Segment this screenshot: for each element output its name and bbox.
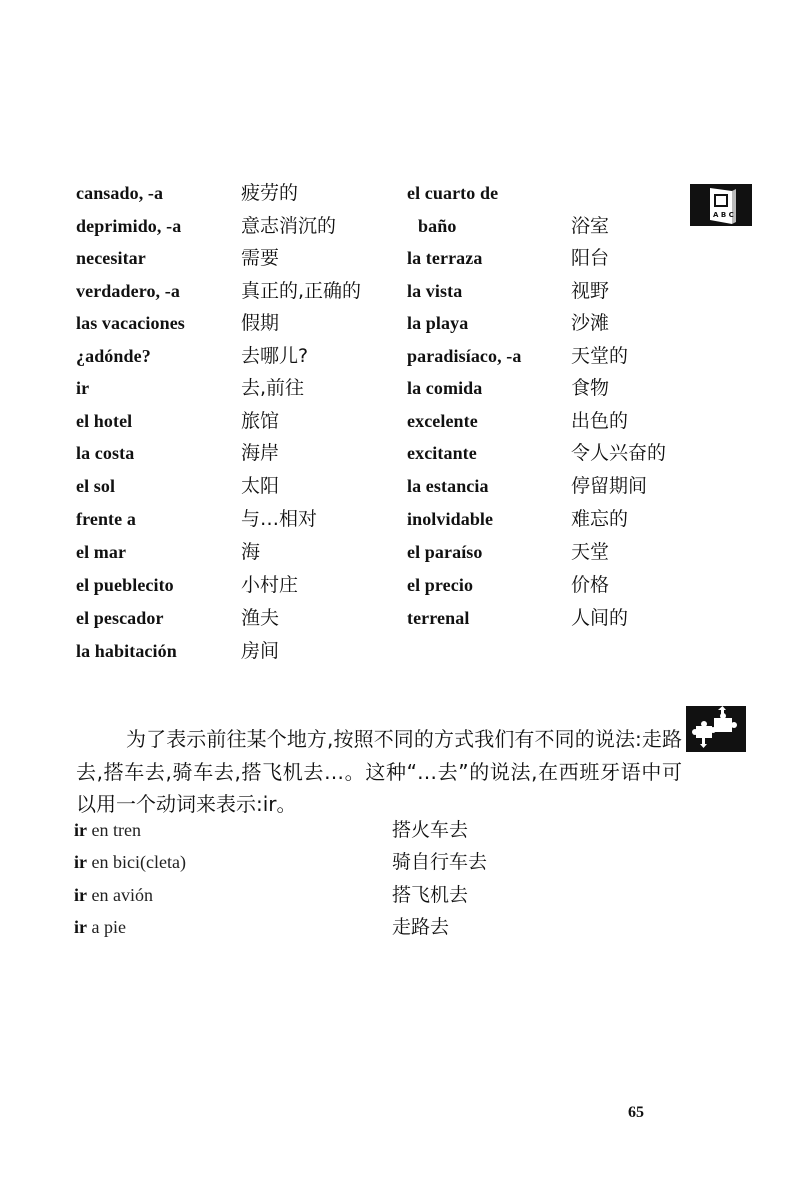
verb: ir — [74, 885, 87, 905]
chinese-phrase: 走路去 — [392, 916, 450, 938]
spanish-term: la playa — [407, 313, 469, 333]
spanish-term: la comida — [407, 378, 483, 398]
spanish-term: el hotel — [76, 411, 133, 431]
chinese-phrase: 搭飞机去 — [392, 884, 469, 906]
chinese-meaning: 需要 — [241, 247, 280, 269]
chinese-meaning: 真正的,正确的 — [241, 280, 362, 302]
spanish-term: la habitación — [76, 641, 177, 661]
chinese-meaning: 难忘的 — [571, 508, 629, 530]
chinese-meaning: 阳台 — [571, 247, 610, 269]
chinese-phrase: 骑自行车去 — [392, 851, 488, 873]
chinese-meaning: 疲劳的 — [241, 182, 299, 204]
chinese-meaning: 意志消沉的 — [241, 215, 337, 237]
phrase-rest: a pie — [87, 917, 126, 937]
spanish-term: verdadero, -a — [76, 281, 180, 301]
chinese-meaning: 海岸 — [241, 442, 280, 464]
spanish-phrase — [74, 912, 126, 942]
chinese-meaning: 停留期间 — [571, 475, 648, 497]
verb: ir — [74, 820, 87, 840]
chinese-meaning: 太阳 — [241, 475, 280, 497]
spanish-term: excelente — [407, 411, 478, 431]
spanish-term: la costa — [76, 443, 135, 463]
chinese-meaning: 去哪儿? — [241, 345, 309, 367]
spanish-term: paradisíaco, -a — [407, 346, 522, 366]
chinese-phrase: 搭火车去 — [392, 819, 469, 841]
spanish-term: el mar — [76, 542, 127, 562]
spanish-term: la vista — [407, 281, 463, 301]
spanish-term: baño — [418, 216, 457, 236]
chinese-meaning: 去,前往 — [241, 377, 305, 399]
spanish-term: el sol — [76, 476, 116, 496]
verb: ir — [74, 917, 87, 937]
spanish-term: necesitar — [76, 248, 146, 268]
verb: ir — [74, 852, 87, 872]
spanish-phrase — [74, 847, 186, 877]
chinese-meaning: 小村庄 — [241, 574, 299, 596]
chinese-meaning: 渔夫 — [241, 607, 280, 629]
spanish-term: cansado, -a — [76, 183, 164, 203]
spanish-term: deprimido, -a — [76, 216, 182, 236]
spanish-term: el paraíso — [407, 542, 483, 562]
chinese-meaning: 旅馆 — [241, 410, 280, 432]
phrase-rest: en bici(cleta) — [87, 852, 186, 872]
abc-book-icon — [690, 184, 752, 226]
spanish-term: ¿adónde? — [76, 346, 151, 366]
chinese-meaning: 假期 — [241, 312, 280, 334]
chinese-meaning: 沙滩 — [571, 312, 610, 334]
phrase-rest: en avión — [87, 885, 153, 905]
spanish-term: terrenal — [407, 608, 470, 628]
spanish-term: el precio — [407, 575, 474, 595]
chinese-meaning: 房间 — [241, 640, 280, 662]
explanation-paragraph: 为了表示前往某个地方,按照不同的方式我们有不同的说法:走路去,搭车去,骑车去,搭飞机去…。这种“…去”的说法,在西班牙语中可以用一个动词来表示:ir。 — [76, 727, 682, 816]
spanish-term: el pescador — [76, 608, 164, 628]
chinese-meaning: 价格 — [571, 574, 610, 596]
spanish-term: el cuarto de — [407, 183, 499, 203]
phrase-rest: en tren — [87, 820, 141, 840]
puzzle-pieces-icon — [686, 706, 746, 752]
spanish-term: las vacaciones — [76, 313, 185, 333]
chinese-meaning: 食物 — [571, 377, 610, 399]
chinese-meaning: 海 — [241, 541, 261, 563]
spanish-term: la terraza — [407, 248, 483, 268]
chinese-meaning: 与…相对 — [241, 508, 318, 530]
chinese-meaning: 浴室 — [571, 215, 610, 237]
chinese-meaning: 天堂 — [571, 541, 610, 563]
spanish-term: frente a — [76, 509, 136, 529]
spanish-term: el pueblecito — [76, 575, 174, 595]
spanish-phrase — [74, 815, 141, 845]
svg-text:A B C: A B C — [713, 211, 734, 219]
chinese-meaning: 天堂的 — [571, 345, 629, 367]
page-number: 65 — [628, 1104, 644, 1121]
spanish-term: inolvidable — [407, 509, 494, 529]
spanish-term: excitante — [407, 443, 477, 463]
chinese-meaning: 令人兴奋的 — [571, 442, 667, 464]
spanish-phrase — [74, 880, 153, 910]
chinese-meaning: 人间的 — [571, 607, 629, 629]
chinese-meaning: 出色的 — [571, 410, 629, 432]
spanish-term: la estancia — [407, 476, 489, 496]
chinese-meaning: 视野 — [571, 280, 610, 302]
spanish-term: ir — [76, 378, 90, 398]
